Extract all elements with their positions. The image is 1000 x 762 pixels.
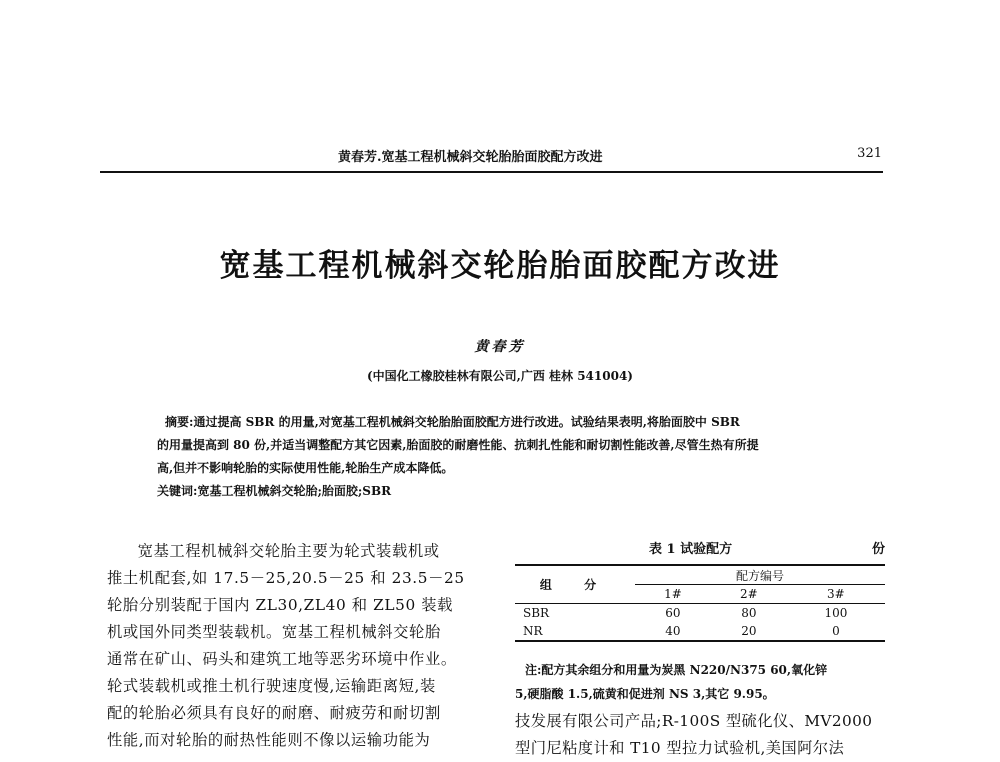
abstract-line (165, 411, 845, 434)
abstract-label: 摘要: (165, 415, 194, 429)
cell: 60 (665, 606, 681, 620)
body-line: 配的轮胎必须具有良好的耐磨、耐疲劳和耐切割 (107, 704, 441, 722)
group-header: 组 分 (515, 565, 635, 604)
cell: 0 (787, 622, 885, 641)
body-text-right (515, 708, 895, 762)
body-line: 推土机配套,如 17.5－25,20.5－25 和 23.5－25 (107, 569, 465, 587)
column-header: 1# (635, 585, 711, 604)
running-title: 黄春芳.宽基工程机械斜交轮胎胎面胶配方改进 (338, 150, 603, 165)
cell: 100 (824, 606, 848, 620)
body-line: 宽基工程机械斜交轮胎主要为轮式装载机或 (137, 542, 440, 560)
cell: 20 (711, 622, 787, 641)
affiliation: (中国化工橡胶桂林有限公司,广西 桂林 541004) (367, 369, 633, 383)
row-name: NR (515, 622, 635, 641)
body-line: 技发展有限公司产品;R-100S 型硫化仪、MV2000 (515, 712, 873, 730)
abstract-line: 的用量提高到 80 份,并适当调整配方其它因素,胎面胶的耐磨性能、抗刺扎性能和耐切割性能改善,尽管生热有所提 (157, 438, 759, 452)
recipe-header: 配方编号 (635, 565, 885, 585)
keywords-line (157, 480, 845, 503)
cell: 80 (741, 606, 757, 620)
keywords-label: 关键词: (157, 484, 198, 498)
table-note (515, 658, 895, 706)
table-row (515, 604, 885, 623)
abstract (157, 411, 845, 503)
body-line: 型门尼粘度计和 T10 型拉力试验机,美国阿尔法 (515, 739, 845, 757)
note-line: 5,硬脂酸 1.5,硫黄和促进剂 NS 3,其它 9.95。 (515, 687, 775, 701)
header-rule (100, 171, 883, 173)
table-caption: 表 1 试验配方 (649, 542, 733, 557)
column-header: 3# (787, 585, 885, 604)
paper-title: 宽基工程机械斜交轮胎胎面胶配方改进 (219, 248, 781, 284)
table-caption-row (515, 538, 885, 558)
body-line: 机或国外同类型装载机。宽基工程机械斜交轮胎 (107, 623, 441, 641)
table-unit: 份 (871, 542, 885, 557)
body-line: 通常在矿山、码头和建筑工地等恶劣环境中作业。 (107, 650, 457, 668)
cell: 40 (635, 622, 711, 641)
body-line: 性能,而对轮胎的耐热性能则不像以运输功能为 (107, 731, 431, 749)
column-header: 2# (711, 585, 787, 604)
row-name: SBR (523, 606, 550, 620)
abstract-line: 高,但并不影响轮胎的实际使用性能,轮胎生产成本降低。 (157, 461, 454, 475)
page-header (100, 146, 882, 168)
abstract-text: 通过提高 SBR 的用量,对宽基工程机械斜交轮胎胎面胶配方进行改进。试验结果表明,将胎面胶中 SBR (193, 415, 740, 429)
table-row (515, 622, 885, 641)
body-text-left (107, 538, 487, 754)
recipe-table (515, 564, 885, 642)
body-line: 轮式装载机或推土机行驶速度慢,运输距离短,装 (107, 677, 436, 695)
note-line: 注:配方其余组分和用量为炭黑 N220/N375 60,氧化锌 (525, 663, 828, 677)
body-line: 轮胎分别装配于国内 ZL30,ZL40 和 ZL50 装载 (107, 596, 454, 614)
keywords: 宽基工程机械斜交轮胎;胎面胶;SBR (197, 484, 392, 498)
page-number: 321 (857, 146, 882, 161)
author: 黄春芳 (474, 339, 526, 355)
